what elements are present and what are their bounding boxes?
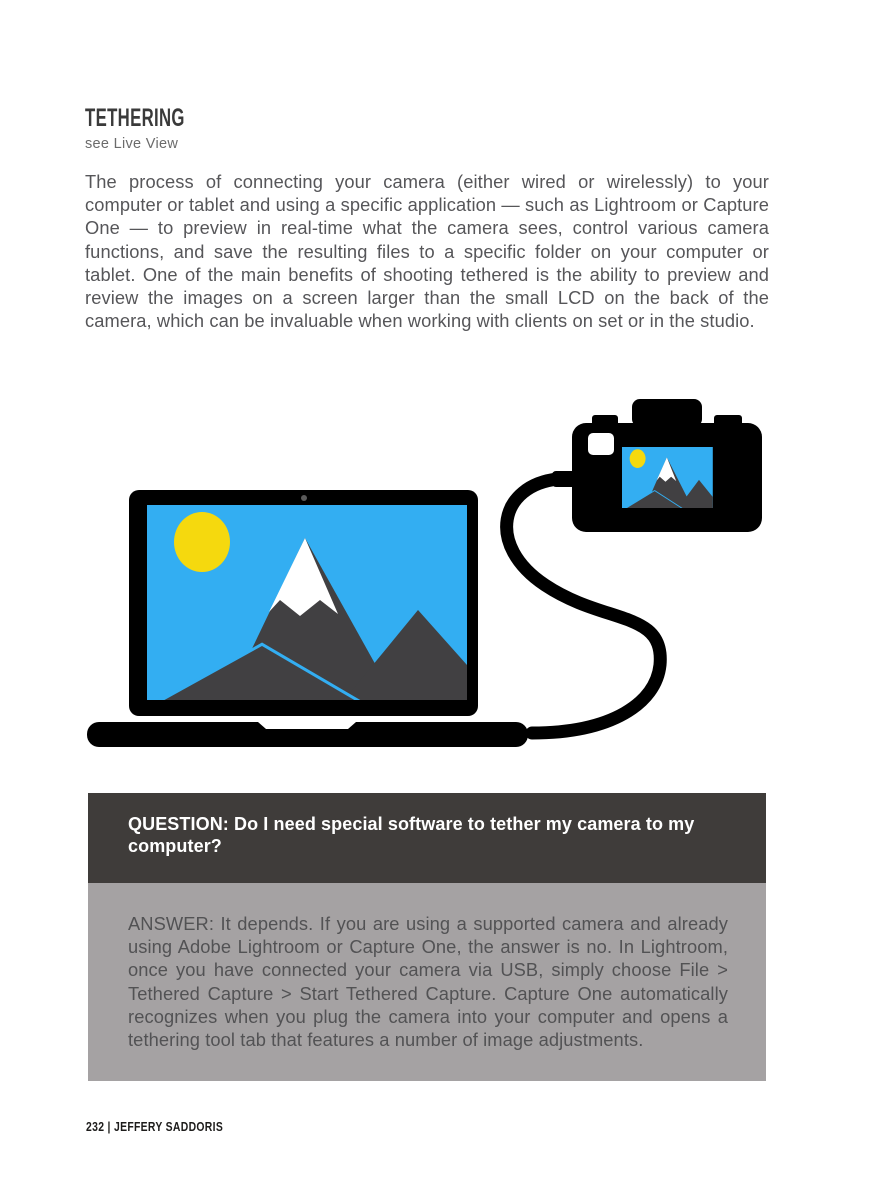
qa-box (88, 793, 766, 1081)
question-banner: QUESTION: Do I need special software to tether my camera to my computer? (88, 793, 766, 883)
intro-paragraph: The process of connecting your camera (either wired or wirelessly) to your computer or tablet and using a specific application — such as Lightroom or Capture One — to preview in real-time what the camera sees, control various camera functions, and save the resulting files to a specific folder on your computer or tablet. One of the main benefits of shooting tethered is the ability to preview and review the images on a screen larger than the small LCD on the back of the camera, which can be invaluable when working with clients on set or in the studio. (85, 171, 769, 332)
laptop-screen-photo (147, 505, 467, 708)
laptop-base-notch (258, 722, 356, 729)
laptop (87, 490, 528, 747)
webcam-dot (301, 495, 307, 501)
camera-prism-bump (632, 399, 702, 427)
page-title: TETHERING (85, 104, 185, 132)
camera-viewfinder (588, 433, 614, 455)
tethering-illustration (0, 388, 888, 760)
answer-panel: ANSWER: It depends. If you are using a supported camera and already using Adobe Lightroom or Capture One, the answer is no. In Lightroom, once you have connected your camera via USB, simply choose File > Tethered Capture > Start Tethered Capture. Capture One automatically recognizes when you plug the camera into your computer and opens a tethering tool tab that features a number of image adjustments. (88, 883, 766, 1081)
page-subtitle: see Live View (85, 136, 179, 152)
camera (552, 399, 762, 532)
title-block (85, 104, 234, 152)
camera-screen-photo (622, 447, 713, 511)
page-footer: 232 | JEFFERY SADDORIS (86, 1119, 224, 1134)
